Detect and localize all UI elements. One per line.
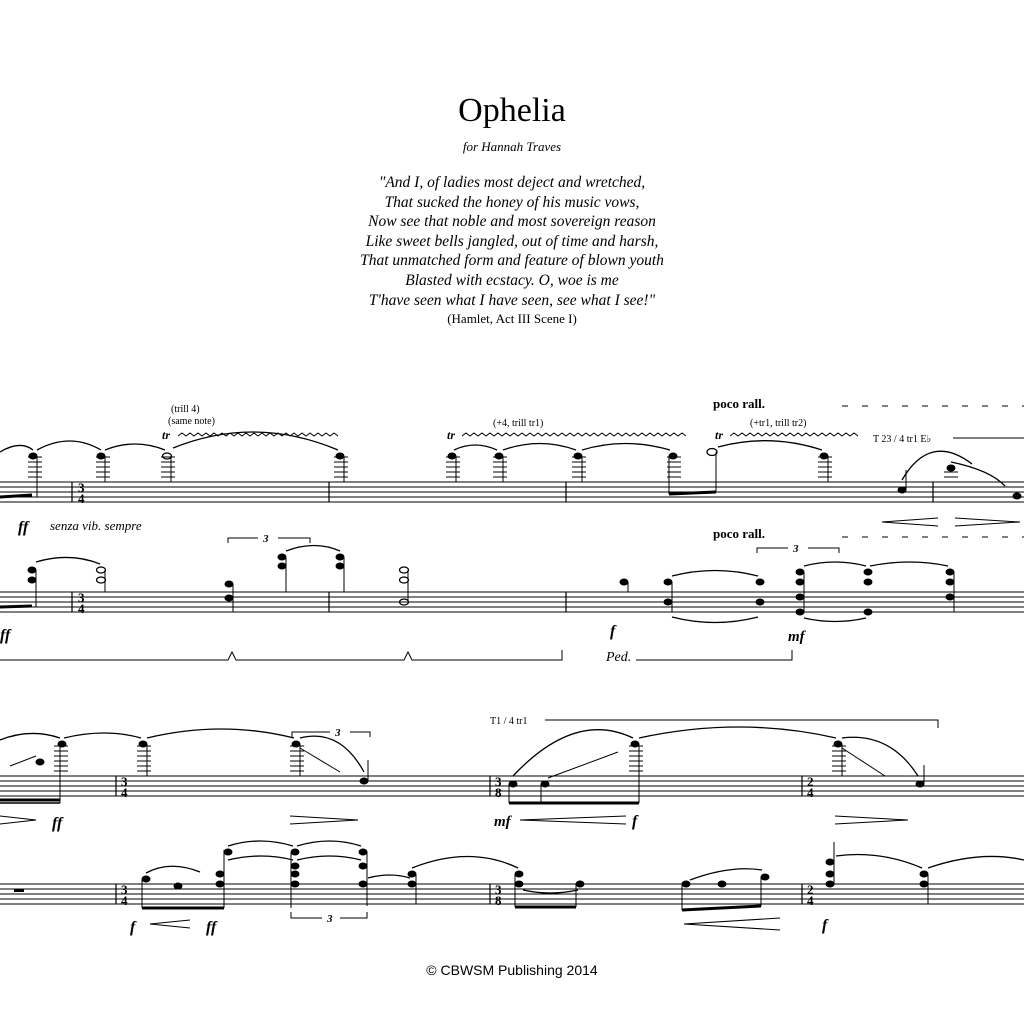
epigraph-line: Like sweet bells jangled, out of time and harsh, <box>365 232 659 250</box>
dynamic-marking: f <box>822 917 828 934</box>
pedal-line <box>0 650 562 660</box>
time-signature-top: 3 <box>78 590 85 605</box>
time-signature-bottom: 4 <box>78 491 85 506</box>
dedication: for Hannah Traves <box>462 139 562 154</box>
epigraph-source: (Hamlet, Act III Scene I) <box>447 311 577 326</box>
ledger-lines <box>54 746 846 771</box>
time-signature-bottom: 4 <box>78 601 85 616</box>
epigraph-line: T'have seen what I have seen, see what I see!" <box>368 291 656 309</box>
tuplet-number: 3 <box>793 543 799 555</box>
tuplet-number: 3 <box>327 913 333 925</box>
trill-instruction: (same note) <box>168 416 215 427</box>
staff-lines <box>0 482 1024 502</box>
tempo-marking: poco rall. <box>713 526 765 541</box>
time-signature-top: 3 <box>495 882 502 897</box>
trill-sign: tr <box>162 428 171 442</box>
time-signature-top: 3 <box>78 480 85 495</box>
time-signature-top: 3 <box>121 882 128 897</box>
time-signature-top: 2 <box>807 882 814 897</box>
tuplet-number: 3 <box>335 727 341 739</box>
time-signature-top: 3 <box>121 774 128 789</box>
dynamic-marking: f <box>632 813 638 830</box>
notes <box>0 741 924 803</box>
fingering-instruction: T 23 / 4 tr1 E♭ <box>873 434 932 445</box>
trill-sign: tr <box>447 428 456 442</box>
ledger-lines <box>28 457 958 477</box>
hairpins <box>150 918 780 930</box>
time-signature-top: 2 <box>807 774 814 789</box>
pedal-marking: Ped. <box>606 650 632 665</box>
epigraph-line: Blasted with ecstacy. O, woe is me <box>405 271 619 289</box>
epigraph-line: Now see that noble and most sovereign reason <box>368 213 656 231</box>
epigraph-line: That sucked the honey of his music vows, <box>384 193 640 211</box>
trill-instruction: (+4, trill tr1) <box>493 418 544 429</box>
epigraph-line: "And I, of ladies most deject and wretched, <box>378 174 646 191</box>
staff-lines <box>0 884 1024 904</box>
fingering-instruction: T1 / 4 tr1 <box>490 716 528 727</box>
notes <box>0 554 954 615</box>
time-signature-top: 3 <box>495 774 502 789</box>
dynamic-marking: mf <box>494 814 511 830</box>
piece-title: Ophelia <box>458 92 566 129</box>
epigraph-line: That unmatched form and feature of blown youth <box>360 252 664 270</box>
time-signature-bottom: 4 <box>807 785 814 800</box>
dynamic-marking: f <box>610 623 616 640</box>
hairpins <box>0 816 908 824</box>
expression-marking: senza vib. sempre <box>50 518 142 533</box>
tuplet-number: 3 <box>263 533 269 545</box>
notes <box>0 449 1021 500</box>
tempo-marking: poco rall. <box>713 396 765 411</box>
trill-instruction: (trill 4) <box>171 404 200 415</box>
time-signature-bottom: 4 <box>121 893 128 908</box>
pedal-line <box>636 650 792 660</box>
slurs <box>0 727 918 778</box>
trill-instruction: (+tr1, trill tr2) <box>750 418 807 429</box>
slurs <box>146 841 1024 893</box>
dynamic-marking: ff <box>52 815 63 832</box>
time-signature-bottom: 4 <box>121 785 128 800</box>
time-signature-bottom: 4 <box>807 893 814 908</box>
dynamic-marking: ff <box>206 919 217 936</box>
dynamic-marking: ff <box>0 627 11 644</box>
hairpins <box>882 518 1020 526</box>
copyright-notice: © CBWSM Publishing 2014 <box>426 962 598 978</box>
slurs <box>36 546 948 623</box>
dynamic-marking: f <box>130 919 136 936</box>
rest <box>14 889 24 892</box>
time-signature-bottom: 8 <box>495 893 502 908</box>
dynamic-marking: mf <box>788 629 805 645</box>
tuplet-bracket <box>292 732 370 737</box>
time-signature-bottom: 8 <box>495 785 502 800</box>
trill-sign: tr <box>715 428 724 442</box>
dynamic-marking: ff <box>18 519 29 536</box>
